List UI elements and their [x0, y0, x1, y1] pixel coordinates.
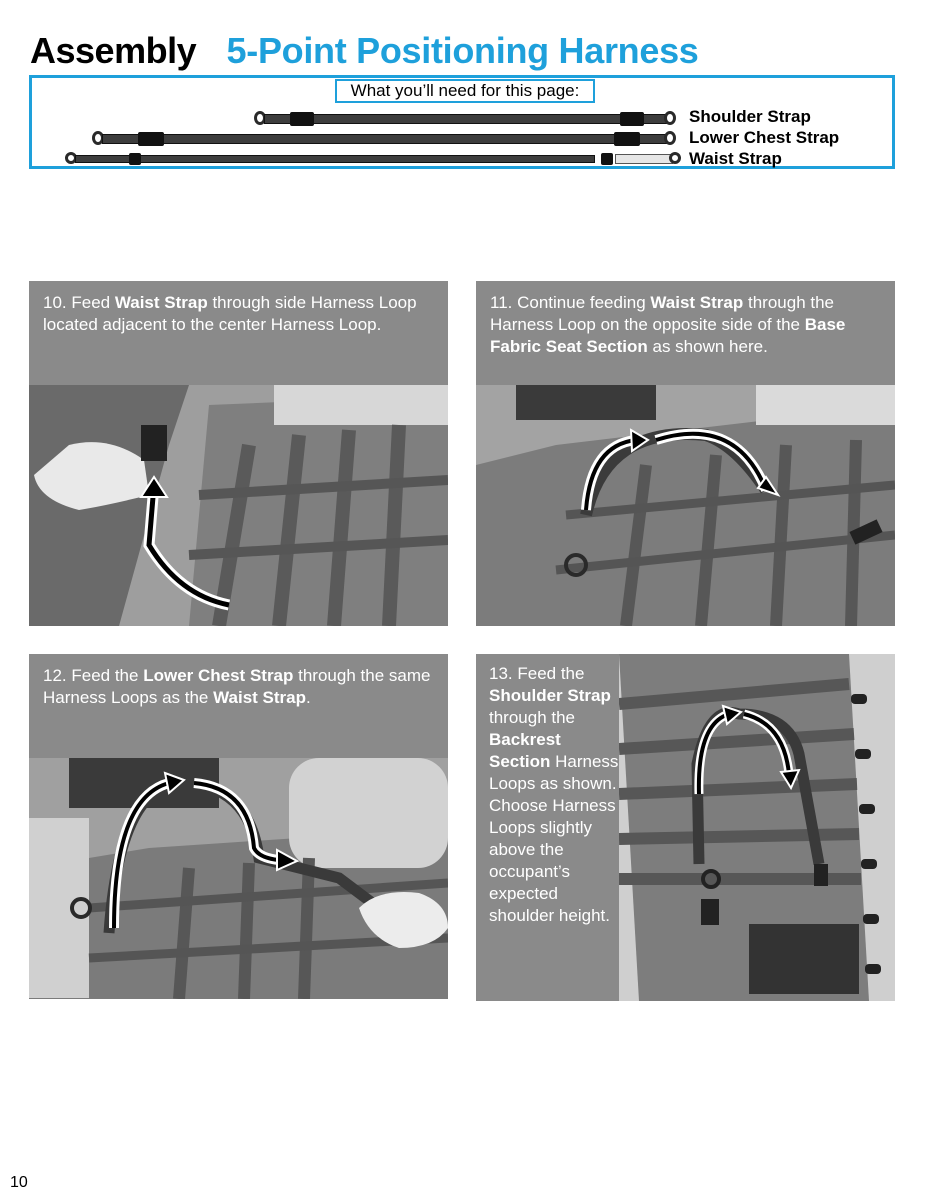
lower-chest-strap-icon	[92, 131, 684, 147]
step-number: 13.	[489, 664, 513, 683]
needs-item-label: Lower Chest Strap	[689, 128, 840, 147]
step-number: 12.	[43, 666, 67, 685]
needs-item-label: Waist Strap	[689, 149, 782, 168]
page-subtitle: 5-Point Positioning Harness	[226, 30, 699, 71]
step-10-panel	[29, 281, 448, 626]
step-10-text: 10. Feed Waist Strap through side Harness Loop located adjacent to the center Harness Loop.	[43, 293, 417, 334]
step-number: 10.	[43, 293, 67, 312]
page-title: Assembly	[30, 30, 197, 71]
step-13-photo	[619, 654, 895, 1001]
needs-item-label: Shoulder Strap	[689, 107, 811, 126]
step-11-photo	[476, 385, 895, 626]
step-12-photo	[29, 758, 448, 999]
step-11-text: 11. Continue feeding Waist Strap through the Harness Loop on the opposite side of the Base Fabric Seat Section as shown here.	[490, 293, 846, 356]
step-11-panel	[476, 281, 895, 626]
step-12-panel	[29, 654, 448, 999]
page-number: 10	[10, 1174, 28, 1191]
needs-label: What you’ll need for this page:	[335, 79, 595, 103]
page-header	[30, 30, 699, 72]
step-12-text: 12. Feed the Lower Chest Strap through the same Harness Loops as the Waist Strap.	[43, 666, 431, 707]
needs-box	[29, 75, 895, 169]
step-13-panel	[476, 654, 895, 1001]
step-13-text: 13. Feed the Shoulder Strap through the Backrest Section Harness Loops as shown. Choose Harness Loops slightly above the occupant’s expected shoulder height.	[489, 664, 619, 925]
shoulder-strap-icon	[254, 111, 684, 127]
step-10-photo	[29, 385, 448, 626]
step-number: 11.	[490, 293, 513, 312]
waist-strap-icon	[65, 152, 684, 166]
